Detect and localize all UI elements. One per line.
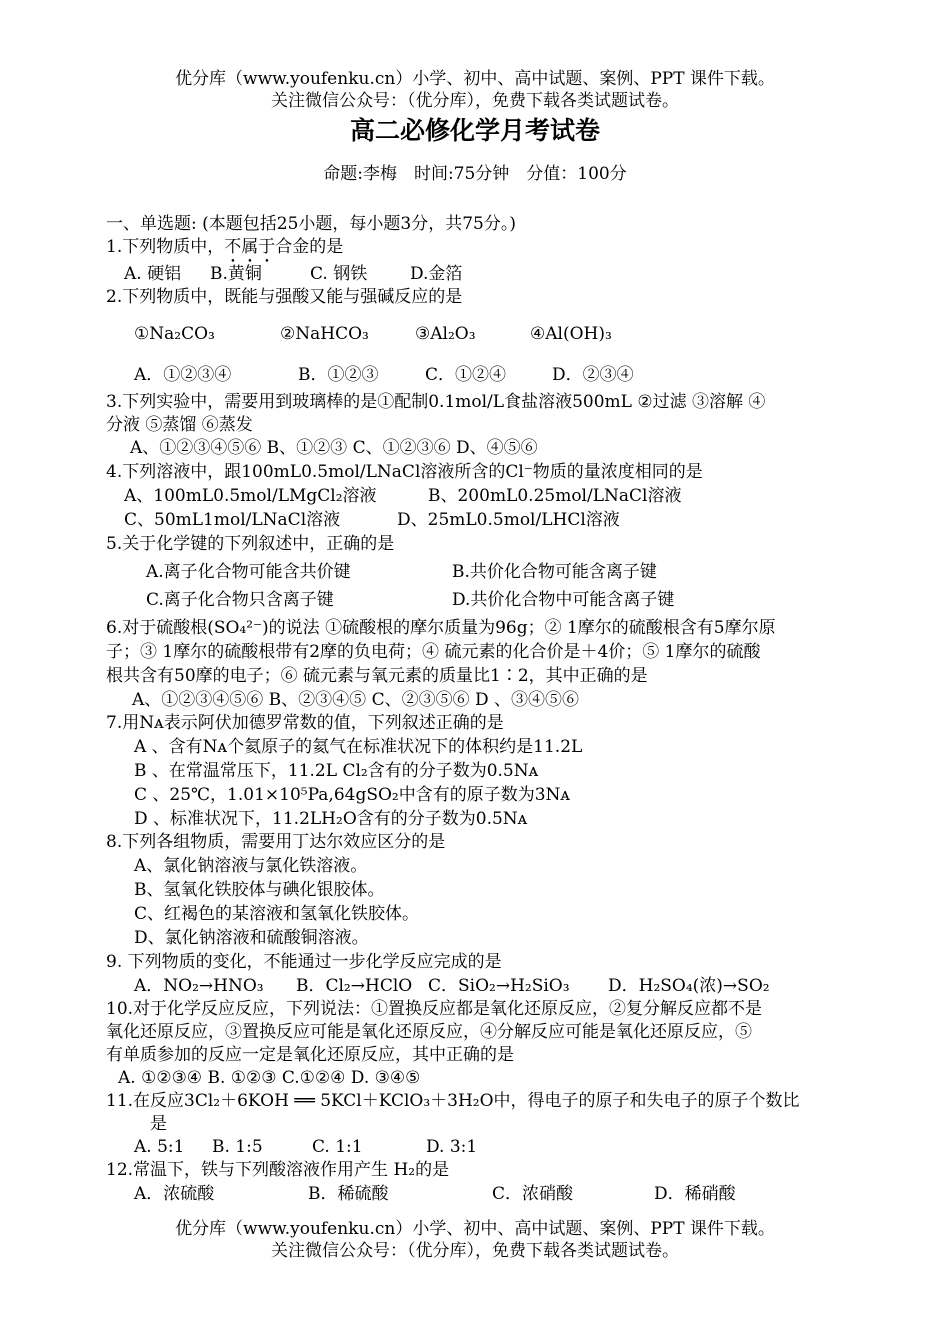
section-heading: 一、单选题: (本题包括25小题，每小题3分，共75分。)	[106, 214, 516, 234]
q4-option-a: A、100mL0.5mol/LMgCl₂溶液	[124, 486, 377, 506]
q11-option-c: C. 1:1	[312, 1137, 363, 1157]
q4-option-d: D、25mL0.5mol/LHCl溶液	[397, 510, 620, 530]
question-6-line-3: 根共含有50摩的电子；⑥ 硫元素与氧元素的质量比1∶2，其中正确的是	[106, 666, 648, 686]
q9-option-a: A．NO₂→HNO₃	[134, 976, 264, 996]
question-6-line-2: 子；③ 1摩尔的硫酸根带有2摩的负电荷；④ 硫元素的化合价是＋4价；⑤ 1摩尔的硫酸	[106, 642, 761, 662]
q2-item-1: ①Na₂CO₃	[134, 324, 215, 344]
q6-options: A、①②③④⑤⑥ B、②③④⑤ C、②③⑤⑥ D 、③④⑤⑥	[132, 690, 580, 710]
q9-option-c: C．SiO₂→H₂SiO₃	[428, 976, 570, 996]
question-5-stem: 5.关于化学键的下列叙述中，正确的是	[106, 534, 395, 554]
q7-option-d: D 、标准状况下，11.2LH₂O含有的分子数为0.5Nᴀ	[134, 809, 528, 829]
q11-option-a: A. 5:1	[134, 1137, 185, 1157]
q7-option-b: B 、在常温常压下，11.2L Cl₂含有的分子数为0.5Nᴀ	[134, 761, 539, 781]
question-11-line-2: 是	[150, 1114, 167, 1134]
header-line-2: 关注微信公众号：（优分库），免费下载各类试题试卷。	[271, 91, 679, 111]
question-10-line-1: 10.对于化学反应反应，下列说法：①置换反应都是氧化还原反应，②复分解反应都不是	[106, 999, 763, 1019]
q8-option-b: B、氢氧化铁胶体与碘化银胶体。	[134, 880, 385, 900]
q5-option-a: A.离子化合物可能含共价键	[146, 562, 351, 582]
q2-option-a: A．①②③④	[134, 365, 232, 385]
q12-option-d: D．稀硝酸	[654, 1184, 736, 1204]
q1-option-d: D.金箔	[410, 264, 463, 284]
q2-item-2: ②NaHCO₃	[280, 324, 369, 344]
question-11-line-1: 11.在反应3Cl₂＋6KOH ══ 5KCl＋KClO₃＋3H₂O中，得电子的原子和失电子的原子个数比	[106, 1091, 800, 1111]
q8-option-c: C、红褐色的某溶液和氢氧化铁胶体。	[134, 904, 420, 924]
q9-option-b: B．Cl₂→HClO	[296, 976, 413, 996]
exam-info: 命题:李梅 时间:75分钟 分值：100分	[323, 164, 627, 184]
q2-option-b: B．①②③	[298, 365, 379, 385]
question-4-stem: 4.下列溶液中，跟100mL0.5mol/LNaCl溶液所含的Cl⁻物质的量浓度相同的是	[106, 462, 703, 482]
q9-option-d: D．H₂SO₄(浓)→SO₂	[608, 976, 770, 996]
q2-item-4: ④Al(OH)₃	[530, 324, 612, 344]
q2-option-d: D．②③④	[552, 365, 634, 385]
question-8-stem: 8.下列各组物质，需要用丁达尔效应区分的是	[106, 832, 446, 852]
footer-line-1: 优分库（www.youfenku.cn）小学、初中、高中试题、案例、PPT 课件下载。	[175, 1219, 775, 1239]
q5-option-d: D.共价化合物中可能含离子键	[452, 590, 675, 610]
question-2-stem: 2.下列物质中，既能与强酸又能与强碱反应的是	[106, 287, 463, 307]
q5-option-c: C.离子化合物只含离子键	[146, 590, 334, 610]
q2-item-3: ③Al₂O₃	[415, 324, 476, 344]
q10-options: A. ①②③④ B. ①②③ C.①②④ D. ③④⑤	[118, 1068, 421, 1088]
q7-option-c: C 、25℃，1.01×10⁵Pa,64gSO₂中含有的原子数为3Nᴀ	[134, 785, 571, 805]
q2-option-c: C．①②④	[425, 365, 507, 385]
q3-options: A、①②③④⑤⑥ B、①②③ C、①②③⑥ D、④⑤⑥	[130, 438, 538, 458]
footer-line-2: 关注微信公众号：（优分库），免费下载各类试题试卷。	[271, 1241, 679, 1261]
page-title: 高二必修化学月考试卷	[349, 116, 600, 145]
question-3-line-2: 分液 ⑤蒸馏 ⑥蒸发	[106, 415, 253, 435]
q4-option-c: C、50mL1mol/LNaCl溶液	[124, 510, 341, 530]
q8-option-a: A、氯化钠溶液与氯化铁溶液。	[134, 856, 368, 876]
question-3-line-1: 3.下列实验中，需要用到玻璃棒的是①配制0.1mol/L食盐溶液500mL ②过滤 ③溶解 ④	[106, 392, 766, 412]
q11-option-d: D. 3:1	[426, 1137, 478, 1157]
q1-option-a: A. 硬铝	[124, 264, 182, 284]
question-12-stem: 12.常温下，铁与下列酸溶液作用产生 H₂的是	[106, 1160, 450, 1180]
question-10-line-2: 氧化还原反应，③置换反应可能是氧化还原反应，④分解反应可能是氧化还原反应，⑤	[106, 1022, 752, 1042]
q8-option-d: D、氯化钠溶液和硫酸铜溶液。	[134, 928, 369, 948]
q4-option-b: B、200mL0.25mol/LNaCl溶液	[428, 486, 682, 506]
q1-option-b: B.黄铜	[210, 264, 262, 284]
q1-pre: 1.下列物质中，	[106, 237, 225, 257]
q12-option-c: C．浓硝酸	[492, 1184, 574, 1204]
q12-option-b: B．稀硫酸	[308, 1184, 389, 1204]
q1-option-c: C. 钢铁	[310, 264, 368, 284]
question-7-stem: 7.用Nᴀ表示阿伏加德罗常数的值，下列叙述正确的是	[106, 713, 504, 733]
question-9-stem: 9. 下列物质的变化，不能通过一步化学反应完成的是	[106, 952, 502, 972]
question-10-line-3: 有单质参加的反应一定是氧化还原反应，其中正确的是	[106, 1045, 514, 1065]
q5-option-b: B.共价化合物可能含离子键	[452, 562, 657, 582]
q12-option-a: A．浓硫酸	[134, 1184, 215, 1204]
q11-option-b: B. 1:5	[212, 1137, 263, 1157]
header-line-1: 优分库（www.youfenku.cn）小学、初中、高中试题、案例、PPT 课件下载。	[175, 69, 775, 89]
q1-post: 合金的是	[275, 237, 344, 257]
q1-emphasis: 不属于	[224, 237, 276, 257]
q7-option-a: A 、含有Nᴀ个氦原子的氦气在标准状况下的体积约是11.2L	[134, 737, 583, 757]
question-6-line-1: 6.对于硫酸根(SO₄²⁻)的说法 ①硫酸根的摩尔质量为96g；② 1摩尔的硫酸根含有5摩尔原	[106, 618, 776, 638]
